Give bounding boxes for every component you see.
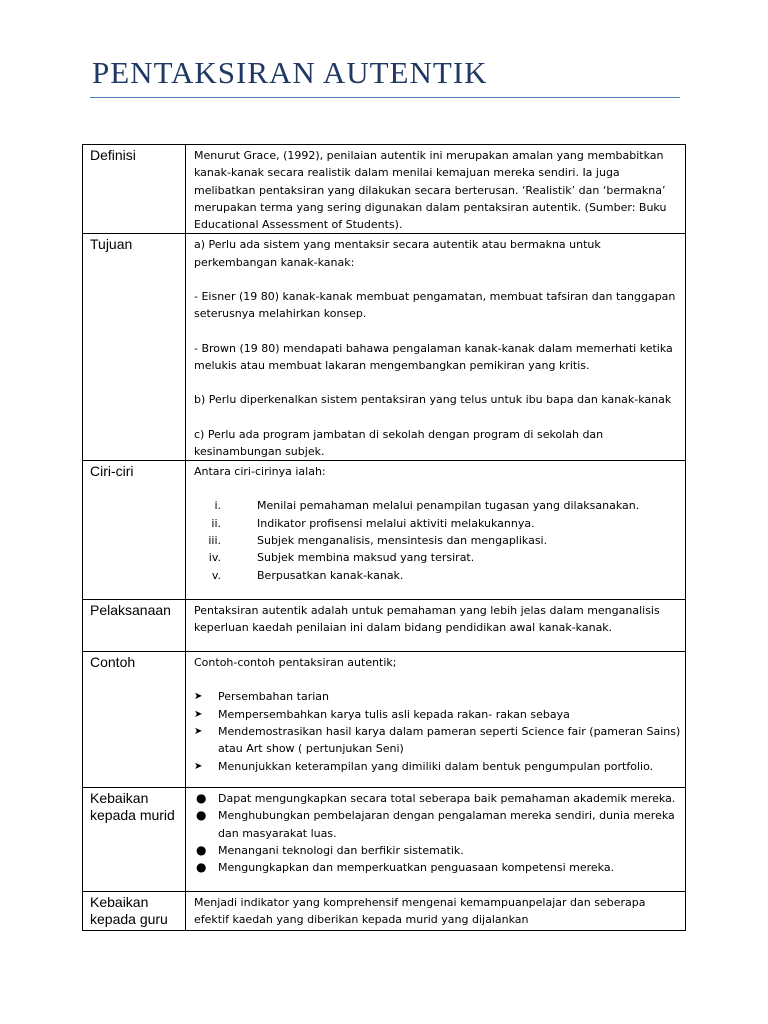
- list-text: Menangani teknologi dan berfikir sistematik.: [218, 844, 464, 858]
- list-item: [194, 807, 681, 842]
- row-content-contoh: [186, 652, 686, 788]
- tujuan-point-b: b) Perlu diperkenalkan sistem pentaksiran yang telus untuk ibu bapa dan kanak-kanak: [194, 393, 672, 407]
- arrowhead-bullet-icon: ➤: [194, 760, 203, 772]
- list-item: [194, 790, 681, 807]
- row-content-tujuan: [186, 234, 686, 461]
- list-item: [194, 515, 681, 532]
- table-row-pelaksanaan: [83, 600, 686, 652]
- content-table: [82, 144, 686, 931]
- row-label-tujuan: Tujuan: [83, 234, 186, 461]
- tujuan-brown: - Brown (19 80) mendapati bahawa pengalaman kanak-kanak dalam memerhati ketika melukis atau membuat lakaran mengembangkan pemikiran yang kritis.: [194, 341, 673, 372]
- list-item: [194, 567, 681, 584]
- page-title: PENTAKSIRAN AUTENTIK: [92, 55, 488, 90]
- ciri-list: [194, 497, 681, 583]
- list-number: iii.: [208, 534, 221, 548]
- round-bullet-icon: ●: [196, 860, 207, 875]
- list-text: Mendemostrasikan hasil karya dalam pameran seperti Science fair (pameran Sains) atau Art show ( pertunjukan Seni): [218, 725, 681, 756]
- row-content-kebaikan-guru: [186, 892, 686, 931]
- list-item: [194, 497, 681, 514]
- table-row-definisi: [83, 145, 686, 234]
- pelaksanaan-text: Pentaksiran autentik adalah untuk pemahaman yang lebih jelas dalam menganalisis keperluan kaedah penilaian ini dalam bidang pendidikan awal kanak-kanak.: [194, 604, 660, 635]
- list-item: [194, 758, 681, 775]
- list-number: iv.: [208, 551, 221, 565]
- list-text: Mempersembahkan karya tulis asli kepada rakan- rakan sebaya: [218, 707, 570, 721]
- list-number: i.: [214, 499, 221, 513]
- row-label-pelaksanaan: Pelaksanaan: [83, 600, 186, 652]
- list-number: ii.: [211, 516, 221, 530]
- list-item: [194, 706, 681, 723]
- list-text: Indikator profisensi melalui aktiviti melakukannya.: [257, 516, 535, 530]
- table-row-kebaikan-guru: [83, 892, 686, 931]
- arrowhead-bullet-icon: ➤: [194, 726, 203, 738]
- row-content-pelaksanaan: [186, 600, 686, 652]
- row-label-contoh: Contoh: [83, 652, 186, 788]
- ciri-intro: Antara ciri-cirinya ialah:: [194, 465, 326, 479]
- round-bullet-icon: ●: [196, 843, 207, 858]
- row-content-kebaikan-murid: [186, 788, 686, 892]
- list-item: [194, 549, 681, 566]
- row-content-ciri-ciri: [186, 461, 686, 600]
- list-text: Berpusatkan kanak-kanak.: [257, 568, 404, 582]
- list-text: Menilai pemahaman melalui penampilan tugasan yang dilaksanakan.: [257, 499, 640, 513]
- list-text: Dapat mengungkapkan secara total seberapa baik pemahaman akademik mereka.: [218, 792, 676, 806]
- definisi-text: Menurut Grace, (1992), penilaian autentik ini merupakan amalan yang membabitkan kanak-kanak secara realistik dalam menilai kemajuan mereka sendiri. Ia juga melibatkan pentaksiran yang dilakukan secara berterusan. ‘Realistik’ dan ‘bermakna’ merupakan terma yang sering digunakan dalam pentaksiran autentik. (Sumber: Buku Educational Assessment of Students).: [194, 149, 667, 232]
- list-text: Mengungkapkan dan memperkuatkan penguasaan kompetensi mereka.: [218, 861, 615, 875]
- table-row-contoh: [83, 652, 686, 788]
- list-text: Menunjukkan keterampilan yang dimiliki dalam bentuk pengumpulan portfolio.: [218, 759, 654, 773]
- contoh-list: [194, 688, 681, 774]
- tujuan-point-c: c) Perlu ada program jambatan di sekolah dengan program di sekolah dan kesinambungan subjek.: [194, 427, 604, 458]
- list-number: v.: [211, 568, 221, 582]
- tujuan-point-a: a) Perlu ada sistem yang mentaksir secara autentik atau bermakna untuk perkembangan kanak-kanak:: [194, 238, 601, 269]
- list-item: [194, 859, 681, 876]
- table-row-kebaikan-murid: [83, 788, 686, 892]
- round-bullet-icon: ●: [196, 791, 207, 806]
- kebaikan-guru-text: Menjadi indikator yang komprehensif mengenai kemampuanpelajar dan seberapa efektif kaedah yang diberikan kepada murid yang dijalankan: [194, 896, 646, 927]
- row-content-definisi: [186, 145, 686, 234]
- kebaikan-murid-list: [194, 790, 681, 876]
- table-row-tujuan: [83, 234, 686, 461]
- contoh-intro: Contoh-contoh pentaksiran autentik;: [194, 656, 397, 670]
- list-text: Menghubungkan pembelajaran dengan pengalaman mereka sendiri, dunia mereka dan masyarakat luas.: [218, 809, 675, 840]
- row-label-kebaikan-guru: Kebaikan kepada guru: [83, 892, 186, 931]
- row-label-ciri-ciri: Ciri-ciri: [83, 461, 186, 600]
- row-label-kebaikan-murid: Kebaikan kepada murid: [83, 788, 186, 892]
- round-bullet-icon: ●: [196, 808, 207, 823]
- arrowhead-bullet-icon: ➤: [194, 708, 203, 720]
- list-item: [194, 842, 681, 859]
- list-text: Persembahan tarian: [218, 690, 329, 704]
- list-item: [194, 723, 681, 758]
- list-item: [194, 532, 681, 549]
- list-item: [194, 688, 681, 705]
- row-label-definisi: Definisi: [83, 145, 186, 234]
- arrowhead-bullet-icon: ➤: [194, 691, 203, 703]
- table-row-ciri-ciri: [83, 461, 686, 600]
- list-text: Subjek membina maksud yang tersirat.: [257, 551, 475, 565]
- title-underline: [90, 97, 680, 98]
- list-text: Subjek menganalisis, mensintesis dan mengaplikasi.: [257, 534, 548, 548]
- tujuan-eisner: - Eisner (19 80) kanak-kanak membuat pengamatan, membuat tafsiran dan tanggapan seterusnya melahirkan konsep.: [194, 290, 676, 321]
